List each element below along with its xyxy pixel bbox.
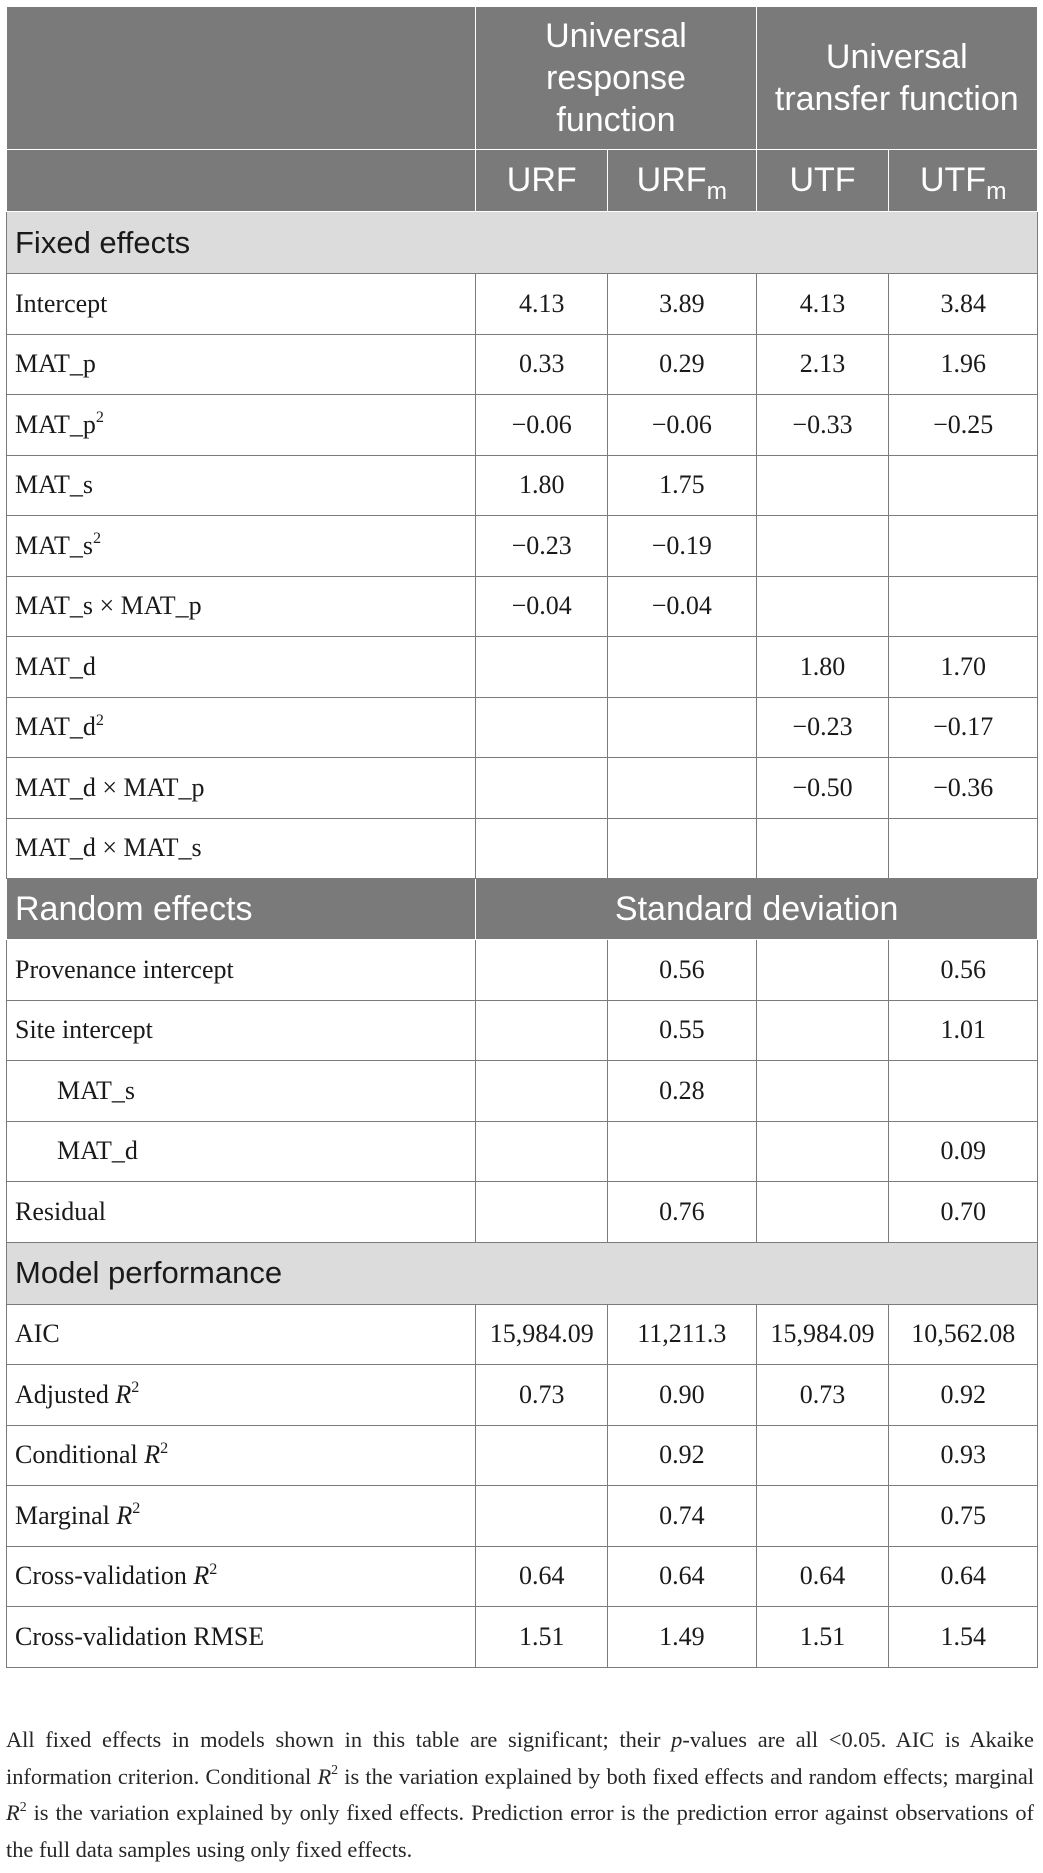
- value-cell: −0.04: [476, 576, 608, 637]
- header-column-row: [7, 150, 1038, 212]
- value-cell: [756, 1425, 889, 1486]
- value-cell: [476, 1121, 608, 1182]
- value-cell: [608, 697, 756, 758]
- value-cell: 0.64: [756, 1546, 889, 1607]
- value-cell: 1.96: [889, 334, 1038, 395]
- value-cell: 0.93: [889, 1425, 1038, 1486]
- value-cell: 0.73: [756, 1365, 889, 1426]
- value-cell: [476, 1486, 608, 1547]
- section-title: Random effects: [7, 879, 476, 940]
- table-row: [7, 516, 1038, 577]
- value-cell: [756, 516, 889, 577]
- row-label: Cross-validation RMSE: [7, 1607, 476, 1668]
- row-label: Marginal $R^2$: [7, 1486, 476, 1547]
- section-fixed-effects: [7, 212, 1038, 274]
- table-row: [7, 1607, 1038, 1668]
- table-row: [7, 818, 1038, 879]
- section-random-effects: [7, 879, 1038, 940]
- column-header-urf-m: $URF_m$: [608, 150, 756, 212]
- value-cell: [476, 637, 608, 698]
- value-cell: [889, 1061, 1038, 1122]
- value-cell: [756, 1486, 889, 1547]
- value-cell: [476, 1000, 608, 1061]
- value-cell: [756, 940, 889, 1001]
- table-row: [7, 697, 1038, 758]
- value-cell: [608, 1121, 756, 1182]
- table-row: [7, 1061, 1038, 1122]
- table-row: [7, 1546, 1038, 1607]
- table-row: [7, 576, 1038, 637]
- value-cell: −0.17: [889, 697, 1038, 758]
- row-label: MAT_d × MAT_s: [7, 818, 476, 879]
- value-cell: −0.33: [756, 395, 889, 456]
- column-header-utf-m: $UTF_m$: [889, 150, 1038, 212]
- row-label: Provenance intercept: [7, 940, 476, 1001]
- section-subheader: Standard deviation: [476, 879, 1038, 940]
- table-row: [7, 1486, 1038, 1547]
- value-cell: [889, 576, 1038, 637]
- value-cell: 1.80: [476, 455, 608, 516]
- table-row: [7, 1425, 1038, 1486]
- header-group-urf: Universal response function: [476, 7, 756, 150]
- row-label: MAT_d: [7, 1121, 476, 1182]
- value-cell: [889, 516, 1038, 577]
- value-cell: 0.75: [889, 1486, 1038, 1547]
- section-title: Fixed effects: [7, 212, 1038, 274]
- value-cell: [476, 940, 608, 1001]
- value-cell: [756, 818, 889, 879]
- value-cell: [756, 1061, 889, 1122]
- table-row: [7, 940, 1038, 1001]
- value-cell: 2.13: [756, 334, 889, 395]
- value-cell: 1.51: [476, 1607, 608, 1668]
- value-cell: −0.19: [608, 516, 756, 577]
- value-cell: 0.29: [608, 334, 756, 395]
- value-cell: 1.51: [756, 1607, 889, 1668]
- value-cell: −0.50: [756, 758, 889, 819]
- value-cell: [476, 818, 608, 879]
- value-cell: 0.64: [889, 1546, 1038, 1607]
- table-row: [7, 1000, 1038, 1061]
- value-cell: 1.01: [889, 1000, 1038, 1061]
- row-label: Conditional $R^2$: [7, 1425, 476, 1486]
- value-cell: 4.13: [476, 274, 608, 335]
- value-cell: [476, 1061, 608, 1122]
- value-cell: [476, 1182, 608, 1243]
- value-cell: 15,984.09: [756, 1304, 889, 1365]
- column-header-urf: URF: [476, 150, 608, 212]
- value-cell: 0.90: [608, 1365, 756, 1426]
- value-cell: 1.54: [889, 1607, 1038, 1668]
- table-row: [7, 1304, 1038, 1365]
- value-cell: 0.70: [889, 1182, 1038, 1243]
- value-cell: 0.55: [608, 1000, 756, 1061]
- row-label: AIC: [7, 1304, 476, 1365]
- row-label: MAT_d × MAT_p: [7, 758, 476, 819]
- value-cell: 0.73: [476, 1365, 608, 1426]
- value-cell: 1.80: [756, 637, 889, 698]
- value-cell: 0.33: [476, 334, 608, 395]
- value-cell: 0.56: [889, 940, 1038, 1001]
- value-cell: −0.23: [476, 516, 608, 577]
- value-cell: 3.84: [889, 274, 1038, 335]
- value-cell: 1.75: [608, 455, 756, 516]
- header-group-utf: Universal transfer function: [756, 7, 1037, 150]
- table-row: [7, 758, 1038, 819]
- value-cell: −0.23: [756, 697, 889, 758]
- table-row: [7, 334, 1038, 395]
- value-cell: −0.06: [476, 395, 608, 456]
- value-cell: 0.64: [608, 1546, 756, 1607]
- value-cell: 11,211.3: [608, 1304, 756, 1365]
- value-cell: [608, 637, 756, 698]
- table-row: [7, 1365, 1038, 1426]
- value-cell: 0.09: [889, 1121, 1038, 1182]
- value-cell: [608, 758, 756, 819]
- value-cell: 0.92: [889, 1365, 1038, 1426]
- table-row: [7, 637, 1038, 698]
- header-blank-cell: [7, 150, 476, 212]
- value-cell: 0.76: [608, 1182, 756, 1243]
- row-label: MAT_s × MAT_p: [7, 576, 476, 637]
- row-label: MAT_s: [7, 455, 476, 516]
- table-row: [7, 455, 1038, 516]
- value-cell: [756, 1182, 889, 1243]
- row-label: Residual: [7, 1182, 476, 1243]
- row-label: MAT_d: [7, 637, 476, 698]
- value-cell: [756, 1000, 889, 1061]
- value-cell: −0.25: [889, 395, 1038, 456]
- row-label: MAT_s: [7, 1061, 476, 1122]
- row-label: $MAT\_d^2$: [7, 697, 476, 758]
- row-label: MAT_p: [7, 334, 476, 395]
- value-cell: [756, 576, 889, 637]
- column-header-utf: UTF: [756, 150, 889, 212]
- row-label: $MAT\_s^2$: [7, 516, 476, 577]
- value-cell: 0.64: [476, 1546, 608, 1607]
- row-label: Intercept: [7, 274, 476, 335]
- value-cell: 3.89: [608, 274, 756, 335]
- value-cell: 4.13: [756, 274, 889, 335]
- table-row: [7, 395, 1038, 456]
- value-cell: 0.74: [608, 1486, 756, 1547]
- header-blank-cell: [7, 7, 476, 150]
- value-cell: 15,984.09: [476, 1304, 608, 1365]
- value-cell: [476, 1425, 608, 1486]
- value-cell: 0.28: [608, 1061, 756, 1122]
- value-cell: [889, 455, 1038, 516]
- section-title: Model performance: [7, 1242, 1038, 1304]
- value-cell: −0.36: [889, 758, 1038, 819]
- row-label: $MAT\_p^2$: [7, 395, 476, 456]
- value-cell: [756, 1121, 889, 1182]
- table-footnote: All fixed effects in models shown in this table are significant; their p-values are all <0.05. AIC is Akaike information criterion. Conditional $R^2$ is the variation explained by both fixed effects and random effects; marginal $R^2$ is the variation explained by only fixed effects. Prediction error is the prediction error against observations of the full data samples using only fixed effects.: [6, 1727, 1034, 1862]
- value-cell: 1.49: [608, 1607, 756, 1668]
- value-cell: 0.92: [608, 1425, 756, 1486]
- value-cell: −0.06: [608, 395, 756, 456]
- row-label: Cross-validation $R^2$: [7, 1546, 476, 1607]
- value-cell: [476, 697, 608, 758]
- table-row: [7, 1121, 1038, 1182]
- section-model-performance: [7, 1242, 1038, 1304]
- value-cell: [756, 455, 889, 516]
- value-cell: 1.70: [889, 637, 1038, 698]
- table-row: [7, 1182, 1038, 1243]
- value-cell: [476, 758, 608, 819]
- value-cell: 0.56: [608, 940, 756, 1001]
- row-label: Adjusted $R^2$: [7, 1365, 476, 1426]
- value-cell: −0.04: [608, 576, 756, 637]
- value-cell: [608, 818, 756, 879]
- header-group-row: [7, 7, 1038, 150]
- value-cell: [889, 818, 1038, 879]
- table-row: [7, 274, 1038, 335]
- row-label: Site intercept: [7, 1000, 476, 1061]
- value-cell: 10,562.08: [889, 1304, 1038, 1365]
- results-table: [6, 6, 1038, 1668]
